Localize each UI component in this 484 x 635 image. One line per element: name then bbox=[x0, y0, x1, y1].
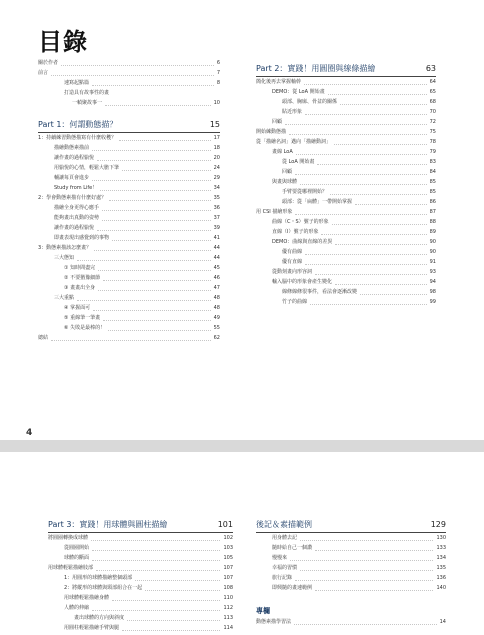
toc-entry-label: 球體的斷面 bbox=[64, 555, 90, 561]
dot-leader bbox=[94, 250, 210, 251]
toc-entry-page: 65 bbox=[429, 89, 436, 95]
toc-entry-label: 頭部：從「扁體」一帶開始掌握 bbox=[282, 199, 353, 205]
toc-entry-label: DEMO：曲線與直線的差異 bbox=[272, 239, 333, 245]
toc-entry-page: 63 bbox=[425, 64, 436, 73]
toc-column-left bbox=[38, 58, 220, 343]
toc-entry-page: 140 bbox=[436, 585, 446, 591]
toc-entry[interactable] bbox=[256, 207, 436, 217]
toc-entry[interactable] bbox=[256, 177, 436, 187]
dot-leader bbox=[102, 210, 211, 211]
toc-entry-label: 關於作者 bbox=[38, 60, 59, 66]
dot-leader bbox=[321, 234, 426, 235]
toc-entry-page: 110 bbox=[223, 595, 233, 601]
toc-entry-page: 68 bbox=[429, 99, 436, 105]
toc-entry-label: 速寫起點篇 bbox=[64, 80, 90, 86]
toc-entry[interactable] bbox=[256, 97, 436, 107]
toc-entry[interactable] bbox=[256, 237, 436, 247]
toc-entry-page: 136 bbox=[436, 575, 446, 581]
toc-entry[interactable] bbox=[256, 227, 436, 237]
toc-entry-page: 90 bbox=[429, 249, 436, 255]
toc-entry-label: 能夠畫出真動的姿勢 bbox=[54, 215, 100, 221]
toc-entry-label: ④ 掌握面可 bbox=[64, 305, 91, 311]
toc-entry-label: 從圓圈開始 bbox=[64, 545, 90, 551]
toc-entry-label: 畫出球體的方向與斜度 bbox=[74, 615, 125, 621]
toc-entry-page: 101 bbox=[217, 520, 233, 529]
toc-entry-label: 用圓柱輕鬆描繪手臂與腿 bbox=[64, 625, 120, 631]
toc-entry[interactable] bbox=[38, 163, 220, 173]
toc-entry[interactable] bbox=[38, 143, 220, 153]
toc-entry[interactable] bbox=[48, 593, 233, 603]
toc-entry-page: 48 bbox=[213, 295, 220, 301]
toc-entry-page: 99 bbox=[429, 299, 436, 305]
dot-leader bbox=[355, 204, 427, 205]
dot-leader bbox=[103, 280, 211, 281]
toc-entry-label: ⑤ 重線筆一筆畫 bbox=[64, 315, 101, 321]
toc-entry-page: 84 bbox=[429, 169, 436, 175]
toc-entry-page: 48 bbox=[213, 305, 220, 311]
toc-entry-label: 總結 bbox=[38, 335, 49, 341]
toc-entry-label: 三大重點 bbox=[54, 295, 75, 301]
toc-entry-label: 優有直線 bbox=[282, 259, 303, 265]
dot-leader bbox=[300, 570, 433, 571]
toc-entry[interactable] bbox=[48, 573, 233, 583]
dot-leader bbox=[328, 94, 427, 95]
dot-leader bbox=[92, 550, 220, 551]
toc-entry-label: 線條線條很事件，看法會逐漸改變 bbox=[282, 289, 358, 295]
dot-leader bbox=[289, 134, 427, 135]
toc-entry-label: 1：用圓形的球體描繪整個頭部 bbox=[64, 575, 133, 581]
toc-entry-page: 34 bbox=[213, 185, 220, 191]
toc-entry[interactable] bbox=[256, 167, 436, 177]
toc-entry[interactable] bbox=[38, 58, 220, 68]
dot-leader bbox=[145, 590, 220, 591]
toc-entry-page: 91 bbox=[429, 259, 436, 265]
toc-entry-page: 17 bbox=[213, 135, 220, 141]
toc-entry[interactable] bbox=[38, 263, 220, 273]
toc-entry-page: 114 bbox=[223, 625, 233, 631]
dot-leader bbox=[108, 330, 211, 331]
toc-entry-page: 90 bbox=[429, 239, 436, 245]
toc-entry-label: 直線（I）號子的形象 bbox=[272, 229, 319, 235]
toc-entry-page: 87 bbox=[429, 209, 436, 215]
toc-entry[interactable] bbox=[256, 247, 436, 257]
toc-part-heading[interactable] bbox=[48, 517, 233, 533]
dot-leader bbox=[296, 154, 427, 155]
toc-entry-label: 將圓圈轉換成球體 bbox=[48, 535, 89, 541]
toc-entry-page: 133 bbox=[436, 545, 446, 551]
dot-leader bbox=[360, 294, 427, 295]
toc-entry[interactable] bbox=[38, 253, 220, 263]
toc-entry-label: 用球體輕鬆描繪肢部 bbox=[48, 565, 94, 571]
toc-entry-label: 打造具有故事性的畫 bbox=[64, 90, 110, 96]
toc-entry-page: 86 bbox=[429, 199, 436, 205]
toc-entry[interactable] bbox=[38, 98, 220, 108]
toc-entry-page: 129 bbox=[430, 520, 446, 529]
toc-entry-label: ⑥ 失敗是最棒的！ bbox=[64, 325, 106, 331]
toc-entry-page: 135 bbox=[436, 565, 446, 571]
toc-entry[interactable] bbox=[38, 283, 220, 293]
toc-entry-label: 2：學會動態素描有什麼好處？ bbox=[38, 195, 107, 201]
toc-entry[interactable] bbox=[38, 133, 220, 143]
toc-entry-page: 44 bbox=[213, 245, 220, 251]
toc-entry-page: 55 bbox=[213, 325, 220, 331]
toc-entry[interactable] bbox=[48, 553, 233, 563]
toc-entry-label: DEMO：從 LoA 開始畫 bbox=[272, 89, 325, 95]
toc-entry[interactable] bbox=[48, 583, 233, 593]
toc-entry[interactable] bbox=[256, 117, 436, 127]
toc-entry-label: 旅行記錄 bbox=[272, 575, 293, 581]
dot-leader bbox=[127, 620, 220, 621]
toc-entry-page: 24 bbox=[213, 165, 220, 171]
toc-entry[interactable] bbox=[38, 68, 220, 78]
dot-leader bbox=[97, 230, 211, 231]
toc-entry[interactable] bbox=[48, 623, 233, 633]
dot-leader bbox=[100, 190, 210, 191]
toc-entry-label: Study from Life！ bbox=[54, 185, 98, 191]
toc-entry-label: 後記＆素描範例 bbox=[256, 520, 312, 529]
toc-entry-page: 108 bbox=[223, 585, 233, 591]
toc-entry[interactable] bbox=[38, 88, 220, 98]
toc-entry[interactable] bbox=[256, 157, 436, 167]
toc-afterword-list bbox=[256, 517, 446, 593]
toc-entry[interactable] bbox=[256, 277, 436, 287]
toc-entry-label: 描繪動態素描前 bbox=[54, 145, 90, 151]
toc-entry-label: 即興隨的畫速範例 bbox=[272, 585, 313, 591]
toc-entry[interactable] bbox=[256, 533, 446, 543]
toc-entry[interactable] bbox=[256, 267, 436, 277]
dot-leader bbox=[304, 84, 427, 85]
toc-entry-label: 慢慢來 bbox=[272, 555, 288, 561]
dot-leader bbox=[122, 170, 211, 171]
toc-entry[interactable] bbox=[38, 303, 220, 313]
toc-entry-label: 人體的伸縮 bbox=[64, 605, 90, 611]
toc-entry[interactable] bbox=[48, 603, 233, 613]
toc-entry-page: 93 bbox=[429, 269, 436, 275]
toc-entry-label: 描繪全身更得心應手 bbox=[54, 205, 100, 211]
column-section-title: 專欄 bbox=[256, 607, 270, 615]
toc-entry[interactable] bbox=[38, 153, 220, 163]
toc-entry-label: 從動刻畫向形容詞 bbox=[272, 269, 313, 275]
toc-entry-page: 75 bbox=[429, 129, 436, 135]
dot-leader bbox=[61, 65, 214, 66]
toc-entry-label: 貼近形象 bbox=[282, 109, 303, 115]
toc-entry[interactable] bbox=[38, 293, 220, 303]
toc-entry-page: 39 bbox=[213, 225, 220, 231]
toc-entry-label: 3：動態素描該怎麼畫？ bbox=[38, 245, 92, 251]
toc-entry-page: 10 bbox=[213, 100, 220, 106]
dot-leader bbox=[334, 144, 427, 145]
toc-entry-page: 134 bbox=[436, 555, 446, 561]
toc-entry-page: 47 bbox=[213, 285, 220, 291]
toc-entry-page: 29 bbox=[213, 175, 220, 181]
toc-entry-label: 從「描繪名詞」邁向「描繪動詞」 bbox=[256, 139, 332, 145]
dot-leader bbox=[105, 105, 211, 106]
dot-leader bbox=[122, 630, 220, 631]
dot-leader bbox=[112, 600, 220, 601]
dot-leader bbox=[77, 300, 211, 301]
dot-leader bbox=[98, 270, 211, 271]
toc-entry-page: 83 bbox=[429, 159, 436, 165]
dot-leader bbox=[92, 150, 211, 151]
toc-entry-page: 18 bbox=[213, 145, 220, 151]
dot-leader bbox=[330, 194, 427, 195]
toc-entry-label: ② 不要猶豫細節 bbox=[64, 275, 101, 281]
dot-leader bbox=[290, 560, 433, 561]
toc-column-right bbox=[256, 58, 436, 307]
toc-entry[interactable] bbox=[38, 213, 220, 223]
toc-entry-page: 85 bbox=[429, 179, 436, 185]
dot-leader bbox=[285, 124, 427, 125]
toc-entry-label: 頭部、胸廓、骨盆的關係 bbox=[282, 99, 338, 105]
dot-leader bbox=[305, 264, 427, 265]
dot-leader bbox=[310, 304, 427, 305]
toc-entry[interactable] bbox=[256, 77, 436, 87]
toc-entry[interactable] bbox=[256, 87, 436, 97]
toc-entry[interactable] bbox=[48, 613, 233, 623]
toc-entry[interactable] bbox=[38, 203, 220, 213]
dot-leader bbox=[305, 254, 427, 255]
dot-leader bbox=[92, 560, 220, 561]
toc-entry-page: 37 bbox=[213, 215, 220, 221]
dot-leader bbox=[315, 590, 433, 591]
dot-leader bbox=[91, 540, 220, 541]
dot-leader bbox=[102, 220, 211, 221]
dot-leader bbox=[300, 540, 433, 541]
toc-entry[interactable] bbox=[256, 297, 436, 307]
toc-entry-page: 113 bbox=[223, 615, 233, 621]
toc-entry-label: ③ 畫畫出全身 bbox=[64, 285, 96, 291]
toc-entry[interactable] bbox=[256, 573, 446, 583]
toc-entry-page: 105 bbox=[223, 555, 233, 561]
toc-entry[interactable] bbox=[256, 187, 436, 197]
dot-leader bbox=[335, 244, 426, 245]
toc-entry[interactable] bbox=[256, 287, 436, 297]
toc-entry[interactable] bbox=[38, 243, 220, 253]
toc-entry[interactable] bbox=[38, 223, 220, 233]
toc-entry[interactable] bbox=[38, 323, 220, 333]
page-number: 4 bbox=[26, 428, 33, 438]
toc-entry-label: 動態素描學習法 bbox=[256, 619, 292, 625]
toc-special-list bbox=[256, 617, 446, 627]
toc-entry-label: 用愉悅的心情，輕鬆大膽下筆 bbox=[54, 165, 120, 171]
toc-entry-label: 幸福的習慣 bbox=[272, 565, 298, 571]
dot-leader bbox=[92, 610, 220, 611]
toc-entry[interactable] bbox=[256, 197, 436, 207]
toc-part-heading[interactable] bbox=[256, 517, 446, 533]
dot-leader bbox=[51, 75, 214, 76]
dot-leader bbox=[340, 104, 427, 105]
toc-entry-label: 即畫表現出感覺到的事物 bbox=[54, 235, 110, 241]
toc-entry-page: 44 bbox=[213, 255, 220, 261]
toc-entry-label: 曲線（C・S）號子的形象 bbox=[272, 219, 329, 225]
toc-entry-label: 1：持續練習動態描寫有什麼收穫？ bbox=[38, 135, 117, 141]
toc-entry[interactable] bbox=[256, 127, 436, 137]
dot-leader bbox=[135, 580, 220, 581]
toc-entry-label: 用 CSI 描繪形象 bbox=[256, 209, 293, 215]
toc-part-heading[interactable] bbox=[256, 61, 436, 77]
toc-column-right bbox=[256, 514, 446, 627]
toc-part-heading[interactable] bbox=[38, 117, 220, 133]
toc-entry-label: 與畫與球體 bbox=[272, 179, 298, 185]
toc-entry-label: Part 2：實踐！用圓圈與線條描繪 bbox=[256, 64, 376, 73]
toc-entry-page: 107 bbox=[223, 575, 233, 581]
toc-entry-page: 7 bbox=[216, 70, 220, 76]
toc-entry-page: 14 bbox=[439, 619, 446, 625]
toc-entry-page: 102 bbox=[223, 535, 233, 541]
toc-entry-label: 隨時給自己一個讚 bbox=[272, 545, 313, 551]
toc-entry-label: Part 3：實踐！用球體與圓柱描繪 bbox=[48, 520, 168, 529]
toc-column-left bbox=[48, 514, 233, 633]
toc-entry[interactable] bbox=[38, 78, 220, 88]
toc-entry[interactable] bbox=[256, 617, 446, 627]
toc-entry-label: 優有曲線 bbox=[282, 249, 303, 255]
toc-entry-page: 107 bbox=[223, 565, 233, 571]
toc-entry-label: 回顧 bbox=[282, 169, 293, 175]
toc-entry[interactable] bbox=[38, 233, 220, 243]
dot-leader bbox=[294, 624, 437, 625]
toc-entry-page: 70 bbox=[429, 109, 436, 115]
dot-leader bbox=[300, 184, 427, 185]
toc-entry[interactable] bbox=[256, 147, 436, 157]
toc-entry-page: 62 bbox=[213, 335, 220, 341]
dot-leader bbox=[92, 180, 211, 181]
toc-entry[interactable] bbox=[38, 193, 220, 203]
toc-entry-label: 一幀聚故事一 bbox=[72, 100, 103, 106]
toc-entry-page: 35 bbox=[213, 195, 220, 201]
toc-entry-label: 從 LoA 開始畫 bbox=[282, 159, 315, 165]
dot-leader bbox=[305, 114, 427, 115]
toc-entry[interactable] bbox=[38, 173, 220, 183]
dot-leader bbox=[98, 290, 211, 291]
dot-leader bbox=[109, 200, 210, 201]
toc-entry-page: 64 bbox=[429, 79, 436, 85]
toc-entry[interactable] bbox=[256, 257, 436, 267]
toc-entry-label: ① 知時間盡完 bbox=[64, 265, 96, 271]
dot-leader bbox=[77, 260, 211, 261]
toc-entry-label: 三大態知 bbox=[54, 255, 75, 261]
toc-entry[interactable] bbox=[256, 563, 446, 573]
toc-entry-label: Part 1：何謂動態描？ bbox=[38, 120, 118, 129]
dot-leader bbox=[119, 140, 210, 141]
toc-entry[interactable] bbox=[256, 217, 436, 227]
toc-entry[interactable] bbox=[38, 273, 220, 283]
toc-entry[interactable] bbox=[256, 543, 446, 553]
toc-entry[interactable] bbox=[256, 553, 446, 563]
toc-entry-label: 輔讓每頁會進步 bbox=[54, 175, 90, 181]
dot-leader bbox=[92, 85, 214, 86]
toc-entry-page: 15 bbox=[209, 120, 220, 129]
toc-entry-page: 45 bbox=[213, 265, 220, 271]
dot-leader bbox=[315, 274, 427, 275]
toc-entry-page: 20 bbox=[213, 155, 220, 161]
dot-leader bbox=[332, 224, 427, 225]
toc-entry-page: 98 bbox=[429, 289, 436, 295]
toc-entry-page: 112 bbox=[223, 605, 233, 611]
dot-leader bbox=[295, 580, 433, 581]
toc-entry-label: 手臂要從哪裡開始？ bbox=[282, 189, 328, 195]
toc-entry-page: 79 bbox=[429, 149, 436, 155]
toc-entry[interactable] bbox=[38, 183, 220, 193]
toc-entry-page: 41 bbox=[213, 235, 220, 241]
toc-entry-label: 2：將縱形的球體與頸部組合在一起 bbox=[64, 585, 143, 591]
toc-entry-page: 36 bbox=[213, 205, 220, 211]
toc-entry[interactable] bbox=[48, 543, 233, 553]
toc-entry-label: 用身體去記 bbox=[272, 535, 298, 541]
toc-entry-page: 78 bbox=[429, 139, 436, 145]
page-title: 目錄 bbox=[38, 28, 88, 56]
dot-leader bbox=[295, 174, 427, 175]
dot-leader bbox=[315, 550, 433, 551]
dot-leader bbox=[93, 310, 211, 311]
toc-entry[interactable] bbox=[48, 533, 233, 543]
toc-entry-page: 130 bbox=[436, 535, 446, 541]
toc-page-2 bbox=[0, 452, 484, 635]
toc-entry-page: 89 bbox=[429, 229, 436, 235]
dot-leader bbox=[51, 340, 211, 341]
toc-entry-label: 讓作畫的過程愉悅 bbox=[54, 155, 95, 161]
toc-entry-label: 竹子的曲線 bbox=[282, 299, 308, 305]
toc-entry-label: 回顧 bbox=[272, 119, 283, 125]
toc-entry-label: 讓作畫的過程愉悅 bbox=[54, 225, 95, 231]
toc-spacer bbox=[38, 108, 220, 114]
toc-entry-page: 49 bbox=[213, 315, 220, 321]
toc-entry[interactable] bbox=[38, 333, 220, 343]
toc-entry-page: 94 bbox=[429, 279, 436, 285]
toc-entry[interactable] bbox=[38, 313, 220, 323]
toc-entry-label: 簡化後再去掌握軸幹 bbox=[256, 79, 302, 85]
dot-leader bbox=[103, 320, 211, 321]
toc-entry-page: 8 bbox=[216, 80, 220, 86]
dot-leader bbox=[317, 164, 426, 165]
toc-entry-label: 畫線 LoA bbox=[272, 149, 293, 155]
dot-leader bbox=[335, 284, 427, 285]
toc-entry-page: 103 bbox=[223, 545, 233, 551]
toc-entry-page: 6 bbox=[216, 60, 220, 66]
toc-entry-label: 開始練動態描 bbox=[256, 129, 287, 135]
toc-entry[interactable] bbox=[256, 137, 436, 147]
toc-entry-page: 85 bbox=[429, 189, 436, 195]
toc-entry-page: 72 bbox=[429, 119, 436, 125]
dot-leader bbox=[97, 160, 211, 161]
dot-leader bbox=[295, 214, 426, 215]
dot-leader bbox=[96, 570, 220, 571]
toc-entry[interactable] bbox=[48, 563, 233, 573]
toc-entry[interactable] bbox=[256, 583, 446, 593]
toc-entry-page: 88 bbox=[429, 219, 436, 225]
toc-entry-label: 用球體輕鬆描繪身體 bbox=[64, 595, 110, 601]
dot-leader bbox=[112, 240, 211, 241]
toc-entry-label: 前言 bbox=[38, 70, 49, 76]
toc-entry[interactable] bbox=[256, 107, 436, 117]
toc-entry-page: 46 bbox=[213, 275, 220, 281]
toc-entry-label: 輸入腦中的形象會產生變化 bbox=[272, 279, 333, 285]
